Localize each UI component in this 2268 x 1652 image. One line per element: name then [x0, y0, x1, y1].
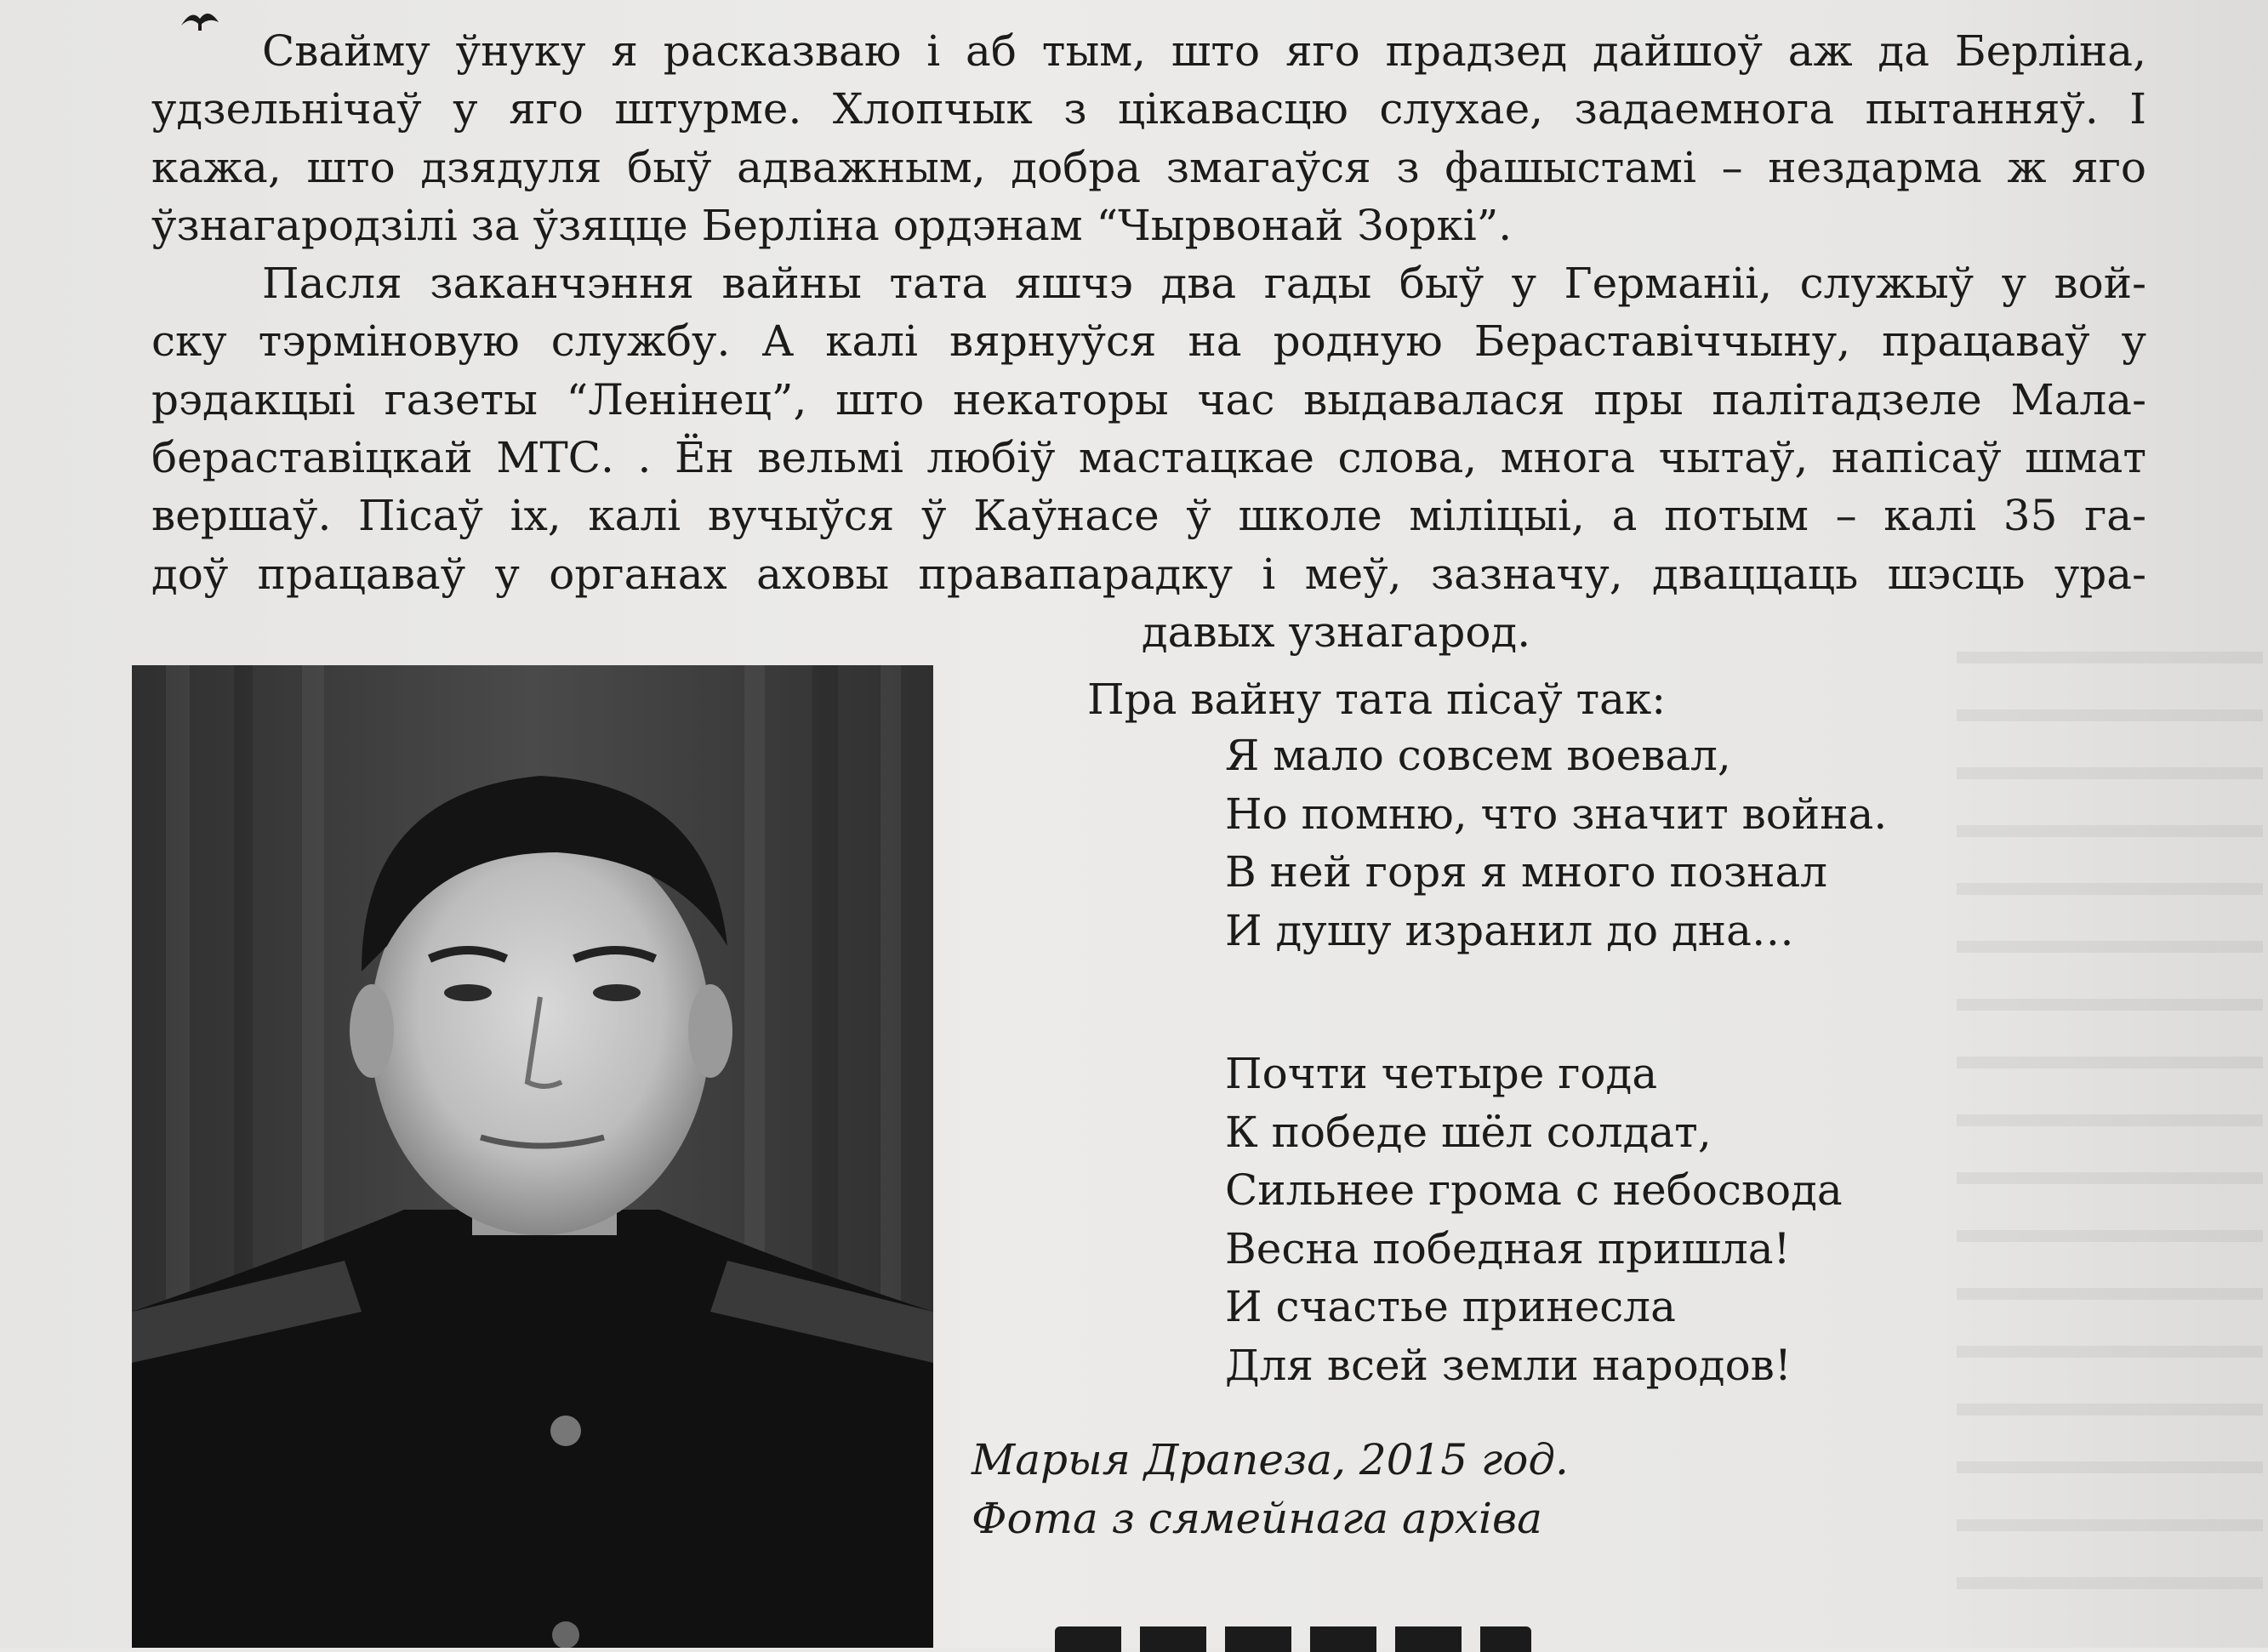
text-line: удзельнічаў у яго штурме. Хлопчык з цікавасцю слухае, задаемнога пытанняў. І [151, 84, 2146, 134]
text-line: бераставіцкай МТС. . Ён вельмі любіў мастацкае слова, многа чытаў, напісаў шмат [151, 433, 2146, 483]
poem-line: И счастье принесла [1225, 1282, 1676, 1331]
text-line: вершаў. Пісаў іх, калі вучыўся ў Каўнасе ў школе міліцыі, а потым – калі 35 га- [151, 491, 2146, 541]
poem-line: В ней горя я много познал [1225, 847, 1828, 897]
portrait-photo [132, 665, 933, 1648]
poem-line: Весна победная пришла! [1225, 1223, 1791, 1273]
poem-line: К победе шёл солдат, [1225, 1107, 1712, 1157]
text-line: ску тэрміновую службу. А калі вярнуўся на родную Бераставіччыну, працаваў у [151, 316, 2146, 367]
poem [1225, 726, 1887, 1394]
text-line: доў працаваў у органах аховы правапарадку і меў, зазначу, дваццаць шэсць ура- [151, 549, 2146, 599]
poem-line: Для всей земли народов! [1225, 1340, 1792, 1390]
next-heading-fragment [1055, 1626, 1531, 1652]
stanza-gap [1225, 960, 1887, 1045]
text-line: ўзнагародзілі за ўзяцце Берліна ордэнам “Чырвонай Зоркі”. [151, 200, 1513, 250]
poem-line: Сильнее грома с небосвода [1225, 1165, 1843, 1215]
signature-block [972, 1431, 1569, 1548]
poem-line: Я мало совсем воевал, [1225, 731, 1731, 780]
text-line: Пасля заканчэння вайны тата яшчэ два гады быў у Германіі, служыў у вой- [262, 259, 2146, 309]
author-signature: Марыя Драпеза, 2015 год. [972, 1435, 1569, 1484]
bleed-through-text [1957, 612, 2263, 1633]
portrait-photo-illustration [132, 665, 933, 1648]
poem-intro: Пра вайну тата пісаў так: [1087, 675, 1667, 724]
text-line: кажа, што дзядуля быў адважным, добра змагаўся з фашыстамі – нездарма ж яго [151, 142, 2146, 192]
text-line: давых узнагарод. [1141, 607, 1531, 657]
article-text [151, 22, 2146, 661]
text-line: рэдакцыі газеты “Ленінец”, што некаторы час выдавалася пры палітадзеле Мала- [151, 374, 2146, 424]
poem-line: Почти четыре года [1225, 1049, 1658, 1098]
text-line: Свайму ўнуку я расказваю і аб тым, што яго прадзед дайшоў аж да Берліна, [262, 26, 2146, 76]
poem-line: Но помню, что значит война. [1225, 789, 1888, 839]
poem-line: И душу изранил до дна… [1225, 905, 1794, 955]
photo-credit: Фота з сямейнага архіва [972, 1494, 1542, 1543]
